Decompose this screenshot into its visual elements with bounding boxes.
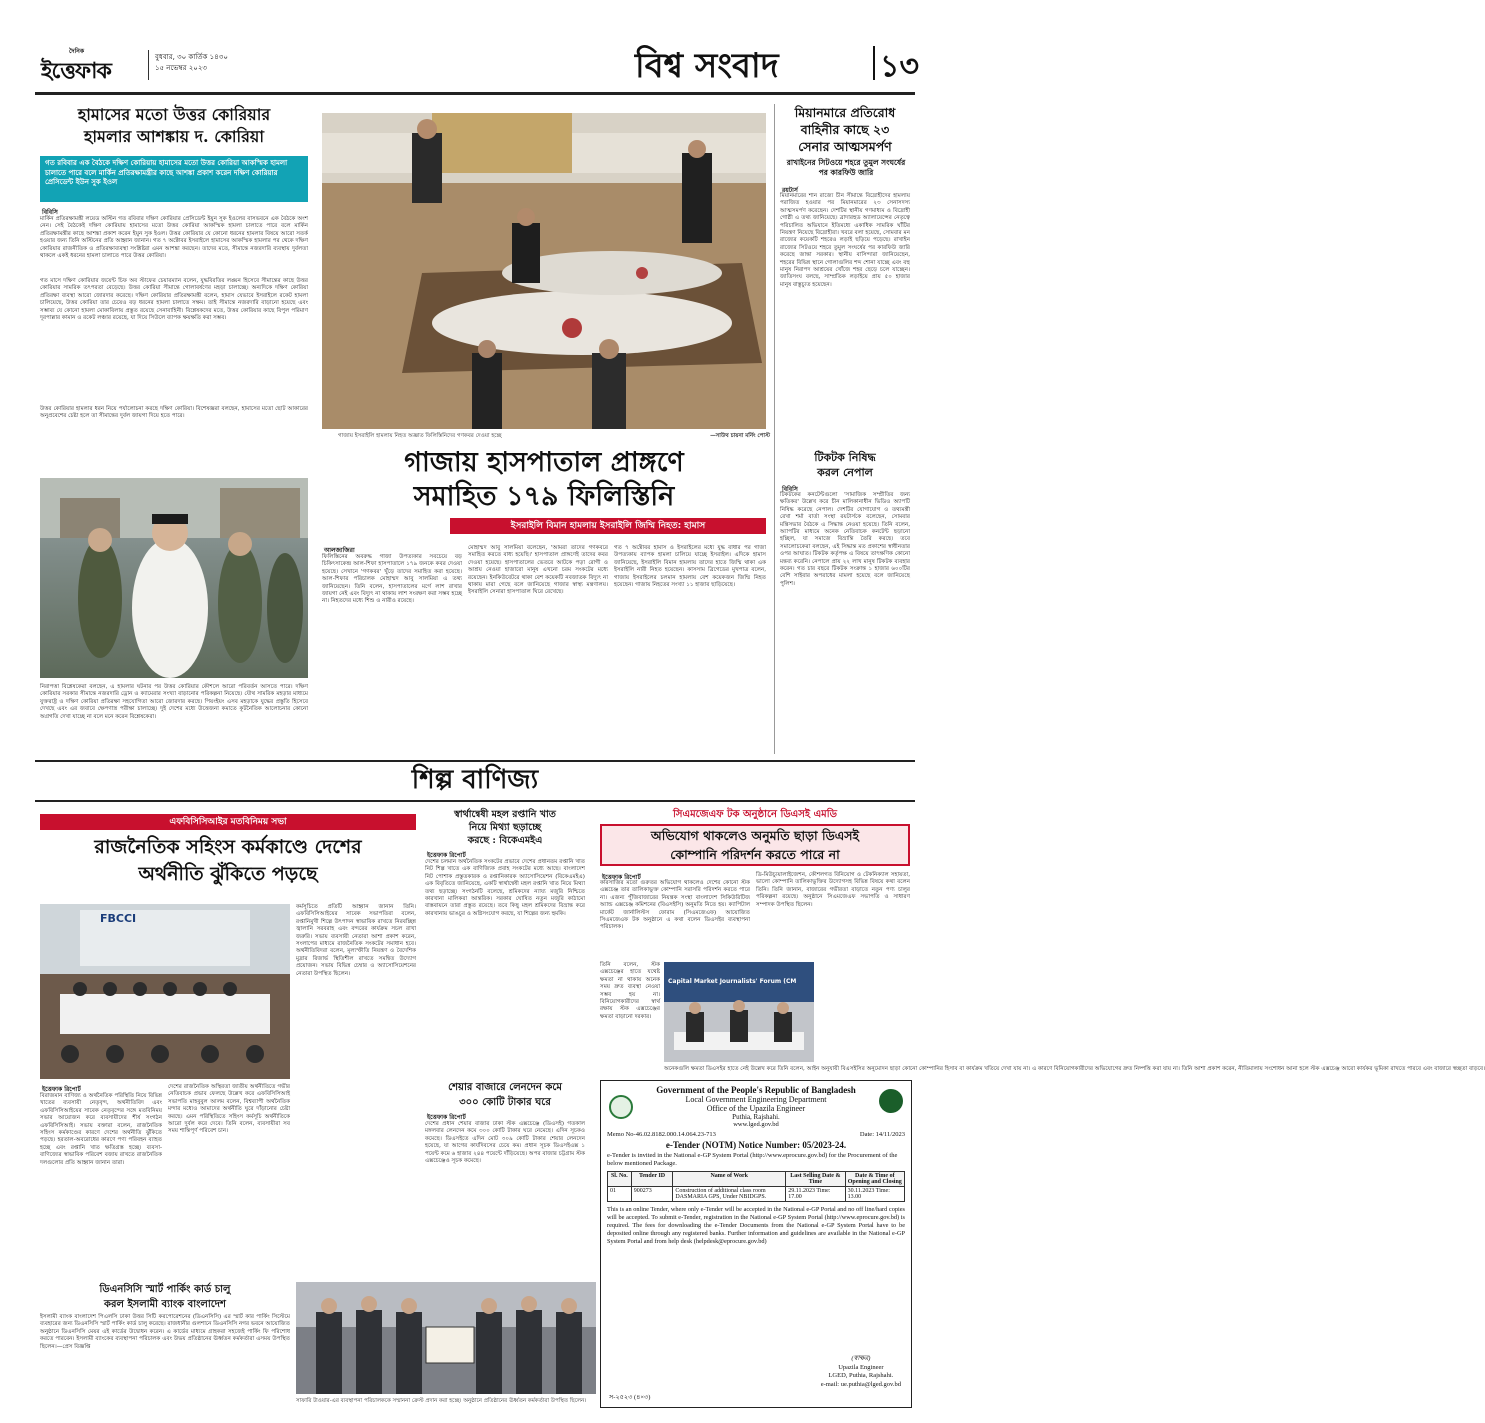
- korea-body-1: মার্কিন প্রতিরক্ষামন্ত্রী লয়েড অস্টিন গত রবিবার দক্ষিণ কোরিয়ার প্রেসিডেন্ট ইয়ুন সুক ইওলের বাসভবনে এক বৈঠকে অংশ নেন। সেই বৈঠকেই দক্ষিণ কোরিয়ায় হামাসের মতো উত্তর কোরিয়া আকস্মিক হামলা চালাতে পারে বলে মার্কিন প্রতিরক্ষামন্ত্রীর কাছে আশঙ্কা প্রকাশ করেন ইয়ুন সুক ইওল। উত্তর কোরিয়ার যে কোনো ধরনের হামলার বিষয়ে আরো সতর্ক হওয়ার জন্য তিনি অস্টিনের প্রতি আহ্বান জানান। গত ৭ অক্টোবর ইসরাইলে হামাসের আকস্মিক হামলার পর থেকে দক্ষিণ কোরিয়ার রাজনীতিক ও প্রতিরক্ষাব্যবস্থা সংশ্লিষ্টরা এমন আশঙ্কা করছেন। তাদের মতে, সীমান্তে নজরদারি ব্যবস্থায় দুর্বলতা থাকলে একই ধরনের হামলা চালাতে পারে উত্তর কোরিয়া।: [40, 216, 308, 260]
- korea-body-2: গত মাসে দক্ষিণ কোরিয়ার জয়েন্ট চিফ অব স্টাফের চেয়ারম্যান বলেন, যুদ্ধবিরতির লঙ্ঘন হিসেবে সীমান্তের কাছে উত্তর কোরিয়ার সামরিক তৎপরতা বেড়েছে। উত্তর কোরিয়া সীমান্তে গোলাবর্ষণের মহড়া চালাচ্ছে। অন্যদিকে দক্ষিণ কোরিয়া প্রতিরক্ষা ব্যবস্থা আরো জোরদার করেছে। দক্ষিণ কোরিয়ার প্রতিরক্ষামন্ত্রী বলেন, হামাস যেভাবে ইসরাইলে রকেট হামলা চালিয়েছে, উত্তর কোরিয়া তার চেয়েও বড় ধরনের হামলা চালাতে সক্ষম। তাই সীমান্তে নজরদারি বাড়ানো হয়েছে এবং সম্ভাব্য যে কোনো হামলা মোকাবিলায় প্রস্তুত রয়েছে সেনাবাহিনী। বিশ্লেষকদের মতে, উত্তর কোরিয়ার কাছে বিপুল পরিমাণ দূরপাল্লার কামান ও রকেট লঞ্চার রয়েছে, যা দিয়ে সিউলে ব্যাপক ক্ষয়ক্ষতি করা সম্ভব।: [40, 278, 308, 322]
- gaza-col-2: মোহাম্মদ আবু সালমিয়া বলেছেন, 'আমরা তাদের গণকবরে সমাহিত করতে বাধ্য হয়েছি।' হাসপাতাল প্রাঙ্গণেই তাদের কবর দেওয়া হয়েছে। হাসপাতালের ভেতরে আটকে পড়া রোগী ও আশ্রয় নেওয়া হাজারো মানুষ এখনো চরম সংকটের মধ্যে রয়েছেন। ইনকিউবেটরে থাকা বেশ কয়েকটি নবজাতক বিদ্যুৎ না থাকায় মারা গেছে বলে জানিয়েছে গাজার স্বাস্থ্য মন্ত্রণালয়। ইসরাইলি সেনারা হাসপাতাল ঘিরে রেখেছে।: [468, 545, 608, 596]
- dse-body-1: কারসাজির মতো গুরুতর অভিযোগ থাকলেও দেশের কোনো স্টক এক্সচেঞ্জ তার তালিকাভুক্ত কোম্পানি সরাসরি পরিদর্শন করতে পারে না। এজন্য পুঁজিবাজারের নিয়ন্ত্রক সংস্থা বাংলাদেশ সিকিউরিটিজ অ্যান্ড এক্সচেঞ্জ কমিশনের (বিএসইসি) অনুমতি নিতে হয়। ক্যাপিটাল মার্কেট জার্নালিস্টস ফোরাম (সিএমজেএফ) আয়োজিত সিএমজেএফ টক অনুষ্ঠানে এ কথা বলেন ডিএসইর ব্যবস্থাপনা পরিচালক।: [600, 880, 750, 931]
- award-photo-caption: সাফারি টাওয়ার-এর ব্যবস্থাপনা পরিচালককে সম্মাননা ক্রেস্ট প্রদান করা হচ্ছে। অনুষ্ঠানে প্রতিষ্ঠানের ঊর্ধ্বতন কর্মকর্তারা উপস্থিত ছিলেন।: [296, 1398, 587, 1404]
- tender-gov-line: Government of the People's Republic of Bangladesh: [656, 1085, 856, 1095]
- tender-intro: e-Tender is invited in the National e-GP System Portal (http://www.eprocure.gov.bd) for the Procurement of the below mentioned Package.: [607, 1152, 898, 1167]
- tender-memo-row: [607, 1131, 905, 1138]
- dse-body-4: অনেকগুলি ক্ষমতা ডিএসইর হাতে নেই উল্লেখ করে তিনি বলেন, আইন অনুযায়ী বিএসইসির অনুমোদন ছাড়া কোনো কোম্পানির হিসাব বা কার্যক্রম খতিয়ে দেখা যায় না। এ কারণে বিনিয়োগকারীদের অভিযোগের দ্রুত নিষ্পত্তি করা যায় না। তিনি আশা প্রকাশ করেন, নীতিমালায় সংশোধন আনা হলে স্টক এক্সচেঞ্জ আরো কার্যকর ভূমিকা রাখতে পারবে এবং বাজারে স্বচ্ছতা বাড়বে।: [664, 1066, 1485, 1072]
- gaza-headline-line1: গাজায় হাসপাতাল প্রাঙ্গণে: [404, 447, 684, 478]
- bangladesh-logo-icon: [879, 1089, 903, 1113]
- page-number: ১৩: [880, 49, 919, 84]
- tender-place-line: Puthia, Rajshahi.: [732, 1113, 780, 1121]
- myanmar-headline: [780, 104, 910, 155]
- tender-memo: Memo No-46.02.8182.000.14.064.23-713: [607, 1131, 716, 1138]
- fbcci-label-box: [40, 814, 416, 830]
- dse-headline-line1: অভিযোগ থাকলেও অনুমতি ছাড়া ডিএসই: [650, 828, 860, 843]
- tender-col-opening: Date & Time of Opening and Closing: [845, 1172, 904, 1187]
- korea-headline-line2: হামলার আশঙ্কায় দ. কোরিয়া: [84, 127, 264, 146]
- nepal-body: টিকটকের কনটেন্টগুলো 'সামাজিক সম্প্রীতির জন্য ক্ষতিকর' উল্লেখ করে চীন মালিকানাধীন ভিডিও অ্যাপটি নিষিদ্ধ করেছে নেপাল। দেশটির যোগাযোগ ও তথ্যমন্ত্রী রেখা শর্মা বার্তা সংস্থা রয়টার্সকে বলেছেন, সোমবার মন্ত্রিসভার বৈঠকে এ সিদ্ধান্ত নেওয়া হয়েছে। তিনি বলেন, অ্যাপটির মাধ্যমে অনেক নেতিবাচক কনটেন্ট ছড়ানো হচ্ছিল, যা সমাজে বিভ্রান্তি তৈরি করছে। তবে সমালোচকেরা বলছেন, এই সিদ্ধান্ত মত প্রকাশের স্বাধীনতার ওপর আঘাত। টিকটক কর্তৃপক্ষ এ বিষয়ে তাৎক্ষণিক কোনো মন্তব্য করেনি। নেপালে প্রায় ২২ লাখ মানুষ টিকটক ব্যবহার করেন। গত চার বছরে টিকটক সংক্রান্ত ১ হাজার ৬০০টির বেশি সাইবার অপরাধের মামলা হয়েছে বলে জানিয়েছে পুলিশ।: [780, 492, 910, 587]
- tender-sign-name: Upazila Engineer: [838, 1363, 884, 1371]
- myanmar-subhead: রাখাইনের সিটওয়ে শহরে তুমুল সংঘর্ষের পর কারফিউ জারি: [786, 158, 906, 177]
- tender-signature: [821, 1355, 901, 1389]
- share-body: দেশের প্রধান শেয়ার বাজার ঢাকা স্টক এক্সচেঞ্জে (ডিএসই) গতকাল মঙ্গলবার লেনদেন কমে ৩০০ কোটি টাকার ঘরে নেমেছে। এদিন সূচকও কমেছে। ডিএসইতে এদিন মোট ৩০৯ কোটি টাকার শেয়ার লেনদেন হয়েছে, যা আগের কার্যদিবসের চেয়ে কম। প্রধান সূচক ডিএসইএক্স ১ পয়েন্ট কমে ৬ হাজার ২৪৪ পয়েন্টে দাঁড়িয়েছে। অপর বাজার চট্টগ্রাম স্টক এক্সচেঞ্জেও সূচক কমেছে।: [425, 1121, 585, 1165]
- page-number-divider: [873, 46, 875, 80]
- korea-body-3: উত্তর কোরিয়ার হামলার ধরন নিয়ে পর্যালোচনা করছে দক্ষিণ কোরিয়া। বিশেষজ্ঞরা বলছেন, হামাসের মতো ছোট আকারের অনুপ্রবেশের চেষ্টা হলে তা সীমান্তের দুর্বল জায়গা দিয়ে হতে পারে।: [40, 406, 308, 420]
- fbcci-banner-text: FBCCI: [100, 912, 137, 925]
- tender-sign-dept: LGED, Puthia, Rajshahi.: [828, 1372, 894, 1379]
- fbcci-headline-line2: অর্থনীতি ঝুঁকিতে পড়ছে: [138, 863, 318, 885]
- rmg-headline-line2: নিয়ে মিথ্যা ছড়াচ্ছে: [468, 822, 542, 833]
- tender-office-line: Office of the Upazila Engineer: [706, 1104, 806, 1113]
- fbcci-label: এফবিসিসিআইর মতবিনিময় সভা: [169, 817, 287, 827]
- myanmar-body: মিয়ানমারের শান রাজ্যে চীন সীমান্তে বিদ্রোহীদের হামলায় পরাজিত হওয়ার পর মিয়ানমারের ২৩ সেনাসদস্য আত্মসমর্পণ করেছেন। দেশটির স্থানীয় গণমাধ্যম ও বিদ্রোহী গোষ্ঠী এ তথ্য জানিয়েছে। ব্রাদারহুড অ্যালায়েন্সের নেতৃত্বে পরিচালিত অভিযানে ইতিমধ্যে একাধিক সামরিক ঘাঁটির নিয়ন্ত্রণ নিয়েছে বিদ্রোহীরা। খবরে বলা হয়েছে, সোমবার মন রাজ্যের কয়েকটি শহরেও লড়াই ছড়িয়ে পড়েছে। রাখাইন রাজ্যের সিটওয়ে শহরে তুমুল সংঘর্ষের পর কারফিউ জারি করেছে জান্তা সরকার। স্থানীয় বাসিন্দারা জানিয়েছেন, শহরের বিভিন্ন স্থানে গোলাগুলির শব্দ শোনা যাচ্ছে এবং বহু মানুষ নিরাপদ আশ্রয়ের খোঁজে শহর ছেড়ে চলে যাচ্ছেন। জাতিসংঘ বলছে, সাম্প্রতিক লড়াইয়ে প্রায় ৫০ হাজার মানুষ বাস্তুচ্যুত হয়েছেন।: [780, 193, 910, 288]
- korea-byline: বিবিসি: [42, 209, 58, 216]
- kim-photo-illustration: [40, 478, 308, 678]
- gaza-subhead-box: [450, 518, 766, 534]
- nepal-headline-line1: টিকটক নিষিদ্ধ: [814, 451, 876, 464]
- kim-jong-un-photo: [40, 478, 308, 678]
- rmg-byline: ইত্তেফাক রিপোর্ট: [427, 852, 466, 859]
- share-headline-line2: ৩০০ কোটি টাকার ঘরে: [459, 1097, 551, 1108]
- myanmar-headline-line1: মিয়ানমারে প্রতিরোধ: [794, 105, 896, 120]
- tender-col-id: Tender ID: [631, 1172, 673, 1187]
- tender-notice: [600, 1080, 912, 1408]
- gov-seal-icon: [609, 1095, 633, 1119]
- fbcci-byline: ইত্তেফাক রিপোর্ট: [42, 1086, 81, 1093]
- share-byline: ইত্তেফাক রিপোর্ট: [427, 1114, 466, 1121]
- korea-body-4: নিরাপত্তা বিশ্লেষকেরা বলছেন, এ হামলার ঘটনার পর উত্তর কোরিয়ার কৌশলে আরো পরিবর্তন আসতে পারে। দক্ষিণ কোরিয়ার সরকার সীমান্তে নজরদারি ড্রোন ও ক্যামেরার সংখ্যা বাড়ানোর পরিকল্পনা নিয়েছে। যৌথ সামরিক মহড়ার মাধ্যমে যুক্তরাষ্ট্র ও দক্ষিণ কোরিয়া প্রতিরক্ষা সহযোগিতা আরো জোরদার করছে। পিয়ংইয়ং এসব মহড়াকে যুদ্ধের প্রস্তুতি হিসেবে দেখছে এবং এর জবাবে ক্ষেপণাস্ত্র পরীক্ষা চালাচ্ছে। দুই দেশের মধ্যে উত্তেজনা কমাতে কূটনৈতিক আলোচনার কোনো অগ্রগতি দেখা যাচ্ছে না বলে মনে করেন বিশ্লেষকেরা।: [40, 684, 308, 720]
- section-rule-bottom: [35, 800, 915, 802]
- dse-body-3: ডি-মিউচ্যুয়ালাইজেশন, কৌশলগত বিনিয়োগ ও টেকনিক্যাল সহায়তা, ভালো কোম্পানি তালিকাভুক্তির উদ্যোগসহ বিভিন্ন বিষয়ে কথা বলেন তিনি। তিনি জানান, বাজারের গভীরতা বাড়াতে নতুন পণ্য চালুর পরিকল্পনা রয়েছে। অনুষ্ঠানে সিএমজেএফ সভাপতি ও সাধারণ সম্পাদক উপস্থিত ছিলেন।: [756, 872, 910, 908]
- tender-cell-opening: 30.11.2023 Time: 13.00: [845, 1187, 904, 1202]
- myanmar-byline: রয়টার্স: [782, 187, 798, 194]
- masthead: [35, 42, 919, 94]
- share-headline-line1: শেয়ার বাজারে লেনদেন কমে: [448, 1082, 562, 1093]
- logo-main-text: ইত্তেফাক: [41, 58, 111, 84]
- fbcci-headline-line1: রাজনৈতিক সহিংস কর্মকাণ্ডে দেশের: [94, 836, 362, 858]
- masthead-date: [155, 52, 228, 74]
- ibbl-body: ইসলামী ব্যাংক বাংলাদেশ পিএলসি ঢাকা উত্তর সিটি করপোরেশনের (ডিএনসিসি) এর স্মার্ট কার পার্কিং সিস্টেমে ব্যবহারের জন্য ডিএনসিসি স্মার্ট পার্কিং কার্ড চালু করেছে। রাজধানীর গুলশানে ডিএনসিসি নগর ভবনে আয়োজিত অনুষ্ঠানে ডিএনসিসি মেয়র এই কার্ডের উদ্বোধন করেন। এ কার্ডের মাধ্যমে গ্রাহকরা সহজেই পার্কিং ফি পরিশোধ করতে পারবেন। ইসলামী ব্যাংকের ব্যবস্থাপনা পরিচালক এবং উভয় প্রতিষ্ঠানের ঊর্ধ্বতন কর্মকর্তারা এসময় উপস্থিত ছিলেন।—প্রেস বিজ্ঞপ্তি: [40, 1314, 290, 1350]
- tender-table: [607, 1171, 905, 1202]
- myanmar-headline-line2: বাহিনীর কাছে ২৩: [800, 122, 890, 137]
- table-row: [608, 1187, 905, 1202]
- logo-small-text: দৈনিক: [69, 48, 85, 55]
- tender-cell-work: Construction of additional class room DASMARIA GPS, Under NBIDGPS.: [673, 1187, 786, 1202]
- business-section-title: শিল্প বাণিজ্য: [411, 765, 539, 795]
- tender-cell-id: 900273: [631, 1187, 673, 1202]
- gaza-photo-illustration: [322, 113, 766, 429]
- tender-dept-line: Local Government Engineering Department: [685, 1095, 827, 1104]
- tender-cell-sl: 01: [608, 1187, 632, 1202]
- dse-body-2: তিনি বলেন, স্টক এক্সচেঞ্জের হাতে যথেষ্ট ক্ষমতা না থাকায় অনেক সময় দ্রুত ব্যবস্থা নেওয়া সম্ভব হয় না। বিনিয়োগকারীদের স্বার্থ রক্ষায় স্টক এক্সচেঞ্জের ক্ষমতা বাড়ানো দরকার।: [600, 962, 660, 1020]
- tender-cell-selling: 29.11.2023 Time: 17.00: [786, 1187, 845, 1202]
- ibbl-headline: [40, 1282, 290, 1312]
- tender-title: e-Tender (NOTM) Notice Number: 05/2023-24.: [665, 1140, 847, 1150]
- nepal-headline: [780, 450, 910, 480]
- award-ceremony-photo: [296, 1282, 596, 1394]
- tender-table-header: [608, 1172, 905, 1187]
- masthead-divider: [148, 50, 149, 80]
- gaza-subhead: ইসরাইলি বিমান হামলায় ইসরাইলি জিম্মি নিহত: হামাস: [510, 521, 706, 531]
- ibbl-headline-line2: করল ইসলামী ব্যাংক বাংলাদেশ: [104, 1299, 226, 1310]
- date-line-bangla: বুধবার, ৩০ কার্তিক ১৪৩০: [155, 53, 228, 61]
- gaza-col-1: ফিলিস্তিনের অবরুদ্ধ গাজা উপত্যকার সবচেয়ে বড় চিকিৎসাকেন্দ্র আল-শিফা হাসপাতালে ১৭৯ জনকে কবর দেওয়া হয়েছে। সেখানে 'গণকবর' খুঁড়ে তাদের সমাহিত করা হয়েছে। আল-শিফার পরিচালক মোহাম্মদ আবু সালমিয়া এ তথ্য জানিয়েছেন। তিনি বলেন, হাসপাতালের মর্গে লাশ রাখার জায়গা নেই এবং বিদ্যুৎ না থাকায় লাশ সংরক্ষণ করা সম্ভব হচ্ছে না। নিহতদের মধ্যে শিশু ও নারীও রয়েছে।: [322, 554, 462, 605]
- right-column-rule: [774, 104, 775, 754]
- fbcci-body-2: দেশের রাজনৈতিক অস্থিরতা জাতীয় অর্থনীতিতে গভীর নেতিবাচক প্রভাব ফেলছে উল্লেখ করে এফবিসিসিআই সভাপতি মাহবুবুল আলম বলেন, বিশ্বব্যাপী অর্থনৈতিক মন্দার মধ্যেও আমাদের অর্থনীতি ঘুরে দাঁড়ানোর চেষ্টা করছে। এমন পরিস্থিতিতে সহিংস কর্মসূচি অর্থনীতিকে আরো দুর্বল করে দেবে। তিনি বলেন, ব্যবসায়ীরা সব সময় শান্তিপূর্ণ পরিবেশ চান।: [168, 1084, 290, 1135]
- masthead-rule: [35, 92, 915, 95]
- gaza-headline-line2: সমাহিত ১৭৯ ফিলিস্তিনি: [413, 481, 675, 512]
- fbcci-meeting-photo: [40, 904, 290, 1079]
- dse-label: সিএমজেএফ টক অনুষ্ঠানে ডিএসই এমডি: [673, 809, 837, 820]
- ibbl-headline-line1: ডিএনসিসি স্মার্ট পার্কিং কার্ড চালু: [99, 1284, 231, 1295]
- korea-headline-line1: হামাসের মতো উত্তর কোরিয়ার: [77, 105, 271, 124]
- rmg-headline: [425, 808, 585, 847]
- rmg-headline-line3: করছে : বিকেএমইএ: [467, 835, 543, 846]
- fbcci-headline: [40, 834, 416, 888]
- section-title: বিশ্ব সংবাদ: [635, 46, 779, 86]
- dse-headline-line2: কোম্পানি পরিদর্শন করতে পারে না: [670, 847, 840, 862]
- fbcci-photo-illustration: [40, 904, 290, 1079]
- tender-sign-email: e-mail: ue.puthia@lged.gov.bd: [820, 1380, 901, 1388]
- gaza-burial-photo: [322, 113, 766, 429]
- tender-col-work: Name of Work: [673, 1172, 786, 1187]
- dse-headline-box: [600, 824, 910, 866]
- gaza-col-3: গত ৭ অক্টোবর হামাস ও ইসরাইলের মধ্যে যুদ্ধ বাধার পর গাজা উপত্যকায় ব্যাপক হামলা চালিয়ে যাচ্ছে ইসরাইল। এদিকে হামাস জানিয়েছে, ইসরাইলি বিমান হামলায় তাদের হাতে জিম্মি থাকা এক ইসরাইলি নারী নিহত হয়েছেন। কাসসাম ব্রিগেডের মুখপাত্র বলেন, গাজায় ইসরাইলের চলমান হামলায় বেশ কয়েকজন জিম্মি নিহত হয়েছেন। গাজায় নিহতের সংখ্যা ১১ হাজার ছাড়িয়েছে।: [614, 545, 766, 589]
- newspaper-logo: [35, 42, 145, 84]
- tender-col-selling: Last Selling Date & Time: [786, 1172, 845, 1187]
- dse-photo-illustration: [664, 962, 814, 1062]
- date-line-english: ১৫ নভেম্বর ২০২৩: [155, 64, 207, 72]
- dse-cmjf-photo: [664, 962, 814, 1062]
- dse-banner-text: Capital Market Journalists' Forum (CM: [668, 978, 797, 985]
- gaza-photo-caption: গাজায় ইসরাইলি হামলায় নিহত অজ্ঞাত ফিলিস্তিনিদের গণকবর দেওয়া হচ্ছে: [338, 433, 502, 439]
- gaza-photo-credit: —সাউথ চায়না মর্নিং পোস্ট: [710, 433, 770, 439]
- gaza-byline: আলজাজিরা: [324, 547, 355, 554]
- myanmar-headline-line3: সেনার আত্মসমর্পণ: [798, 139, 892, 154]
- rmg-headline-line1: স্বার্থান্বেষী মহল রপ্তানি খাত: [454, 809, 556, 820]
- rmg-body: দেশের চলমান অর্থনৈতিক সংকটের প্রভাবে দেশের প্রধানতম রপ্তানি খাত নিট শিল্প খাতে এক বাণিজ্যিক প্রবাহ সংকটের মধ্যে আছে। বাংলাদেশ নিট পোশাক প্রস্তুতকারক ও রপ্তানিকারক অ্যাসোসিয়েশন (বিকেএমইএ) এক বিবৃতিতে জানিয়েছে, একটি স্বার্থান্বেষী মহল রপ্তানি খাত নিয়ে মিথ্যা তথ্য ছড়াচ্ছে। সংগঠনটি বলেছে, শ্রমিকদের ন্যায্য মজুরি নিশ্চিতে কারখানা মালিকরা আন্তরিক। সরকার ঘোষিত নতুন মজুরি কাঠামো বাস্তবায়নে তারা প্রস্তুত রয়েছে। তবে কিছু মহল শ্রমিকদের বিভ্রান্ত করে কারখানায় ভাঙচুর ও অগ্নিসংযোগ করছে, যা শিল্পের জন্য হুমকি।: [425, 859, 585, 917]
- tender-code: স-২৫২৩ (৪×৩): [609, 1394, 651, 1401]
- nepal-headline-line2: করল নেপাল: [817, 466, 873, 479]
- dse-byline: ইত্তেফাক রিপোর্ট: [602, 874, 641, 881]
- korea-intro-text: গত রবিবার এক বৈঠকে দক্ষিণ কোরিয়ায় হামাসের মতো উত্তর কোরিয়া আকস্মিক হামলা চালাতে পারে বলে মার্কিন প্রতিরক্ষামন্ত্রীর কাছে আশঙ্কা প্রকাশ করেন দক্ষিণ কোরিয়ার প্রেসিডেন্ট ইউন সুক ইওল: [45, 159, 288, 186]
- korea-intro-box: [40, 156, 308, 202]
- gaza-headline: [322, 446, 766, 514]
- fbcci-body-1: বিরাজমান বাণিজ্য ও অর্থনৈতিক পরিস্থিতি নিয়ে বিভিন্ন খাতের ব্যবসায়ী নেতৃবৃন্দ, অর্থনীতিবিদ এবং এফবিসিসিআইয়ের সাবেক নেতৃবৃন্দের সঙ্গে মতবিনিময় সভার আয়োজন করে ব্যবসায়ীদের শীর্ষ সংগঠন এফবিসিসিআই। সভায় বক্তারা বলেন, রাজনৈতিক সহিংস কর্মকাণ্ডের কারণে দেশের অর্থনীতি ঝুঁকিতে পড়ছে। হরতাল-অবরোধের কারণে পণ্য পরিবহন ব্যাহত হচ্ছে এবং রপ্তানি খাত ক্ষতিগ্রস্ত হচ্ছে। ব্যবসা-বাণিজ্যের স্বাভাবিক পরিবেশ বজায় রাখতে রাজনৈতিক দলগুলোর প্রতি আহ্বান জানান তারা।: [40, 1093, 162, 1166]
- nepal-byline: বিবিসি: [782, 486, 798, 493]
- fbcci-body-3: কর্মসূচিতে প্রতিটি আহ্বান জানান তিনি। এফবিসিসিআইয়ের সাবেক সভাপতিরা বলেন, রপ্তানিমুখী শিল্পে উৎপাদন স্বাভাবিক রাখতে নিরবচ্ছিন্ন জ্বালানি সরবরাহ এবং বন্দরের কার্যক্রম সচল রাখা জরুরি। সভায় ব্যবসায়ী নেতারা আশা প্রকাশ করেন, সংলাপের মাধ্যমে রাজনৈতিক সংকটের সমাধান হবে। অর্থনীতিবিদরা বলেন, মূল্যস্ফীতি নিয়ন্ত্রণ ও বৈদেশিক মুদ্রার রিজার্ভ স্থিতিশীল রাখতে সমন্বিত উদ্যোগ প্রয়োজন। সভায় বিভিন্ন চেম্বার ও অ্যাসোসিয়েশনের নেতারা উপস্থিত ছিলেন।: [296, 904, 416, 977]
- tender-web: www.lged.gov.bd: [733, 1121, 779, 1128]
- award-photo-illustration: [296, 1282, 596, 1394]
- share-headline: [425, 1080, 585, 1110]
- tender-col-sl: Sl. No.: [608, 1172, 632, 1187]
- korea-headline: [40, 104, 308, 148]
- tender-date: Date: 14/11/2023: [859, 1131, 905, 1138]
- tender-footer: This is an online Tender, where only e-Tender will be accepted in the National e-GP Portal and no off line/hard copies will be accepted. To submit e-Tender, registration in the National e-GP System Portal (http://www.eprocure.gov.bd) is required. The fees for downloading the e-Tender Documents from the National e-GP System Portal have to be deposited online through any registered banks. Further information and guidelines are available in the National e-GP System Portal and from help desk (helpdesk@eprocure.gov.bd): [607, 1206, 905, 1245]
- tender-sign-script: (স্বাক্ষর): [851, 1355, 871, 1362]
